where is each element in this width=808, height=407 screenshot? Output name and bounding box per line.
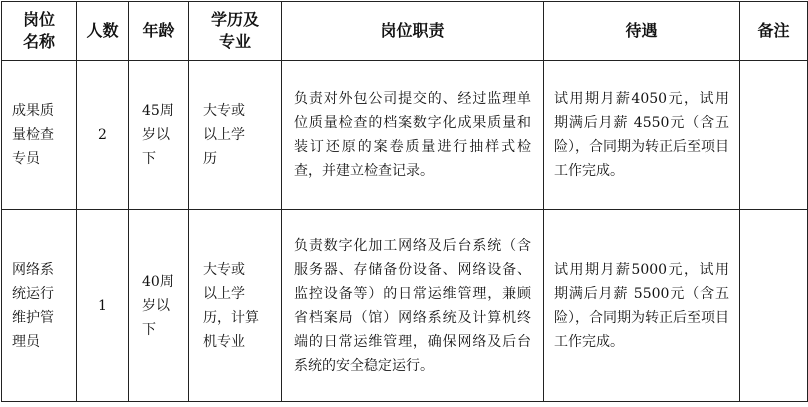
cell-duties: 负责对外包公司提交的、经过监理单位质量检查的档案数字化成果质量和装订还原的案卷质量进行抽样式检查，并建立检查记录。 <box>282 61 544 210</box>
cell-treatment: 试用期月薪4050元，试用期满后月薪 4550元（含五险），合同期为转正后至项目工作完成。 <box>544 61 740 210</box>
recruitment-table <box>1 1 808 402</box>
cell-post: 成果质 量检查 专员 <box>2 61 77 210</box>
header-remarks: 备注 <box>740 2 808 61</box>
cell-post: 网络系 统运行 维护管 理员 <box>2 210 77 402</box>
cell-remarks <box>740 61 808 210</box>
cell-age: 45周 岁以 下 <box>129 61 189 210</box>
cell-count: 2 <box>77 61 129 210</box>
cell-count: 1 <box>77 210 129 402</box>
cell-duties: 负责数字化加工网络及后台系统（含服务器、存储备份设备、网络设备、监控设备等）的日常运维管理，兼顾省档案局（馆）网络系统及计算机终端的日常运维管理，确保网络及后台系统的安全稳定运行。 <box>282 210 544 402</box>
cell-education: 大专或 以上学 历 <box>189 61 282 210</box>
header-count: 人数 <box>77 2 129 61</box>
header-treatment: 待遇 <box>544 2 740 61</box>
table-row <box>2 210 808 402</box>
cell-age: 40周 岁以 下 <box>129 210 189 402</box>
header-education: 学历及 专业 <box>189 2 282 61</box>
header-age: 年龄 <box>129 2 189 61</box>
table-row <box>2 61 808 210</box>
cell-treatment: 试用期月薪5000元，试用期满后月薪 5500元（含五险），合同期为转正后至项目工作完成。 <box>544 210 740 402</box>
header-duties: 岗位职责 <box>282 2 544 61</box>
cell-education: 大专或 以上学 历，计算 机专业 <box>189 210 282 402</box>
header-post: 岗位 名称 <box>2 2 77 61</box>
cell-remarks <box>740 210 808 402</box>
header-row <box>2 2 808 61</box>
